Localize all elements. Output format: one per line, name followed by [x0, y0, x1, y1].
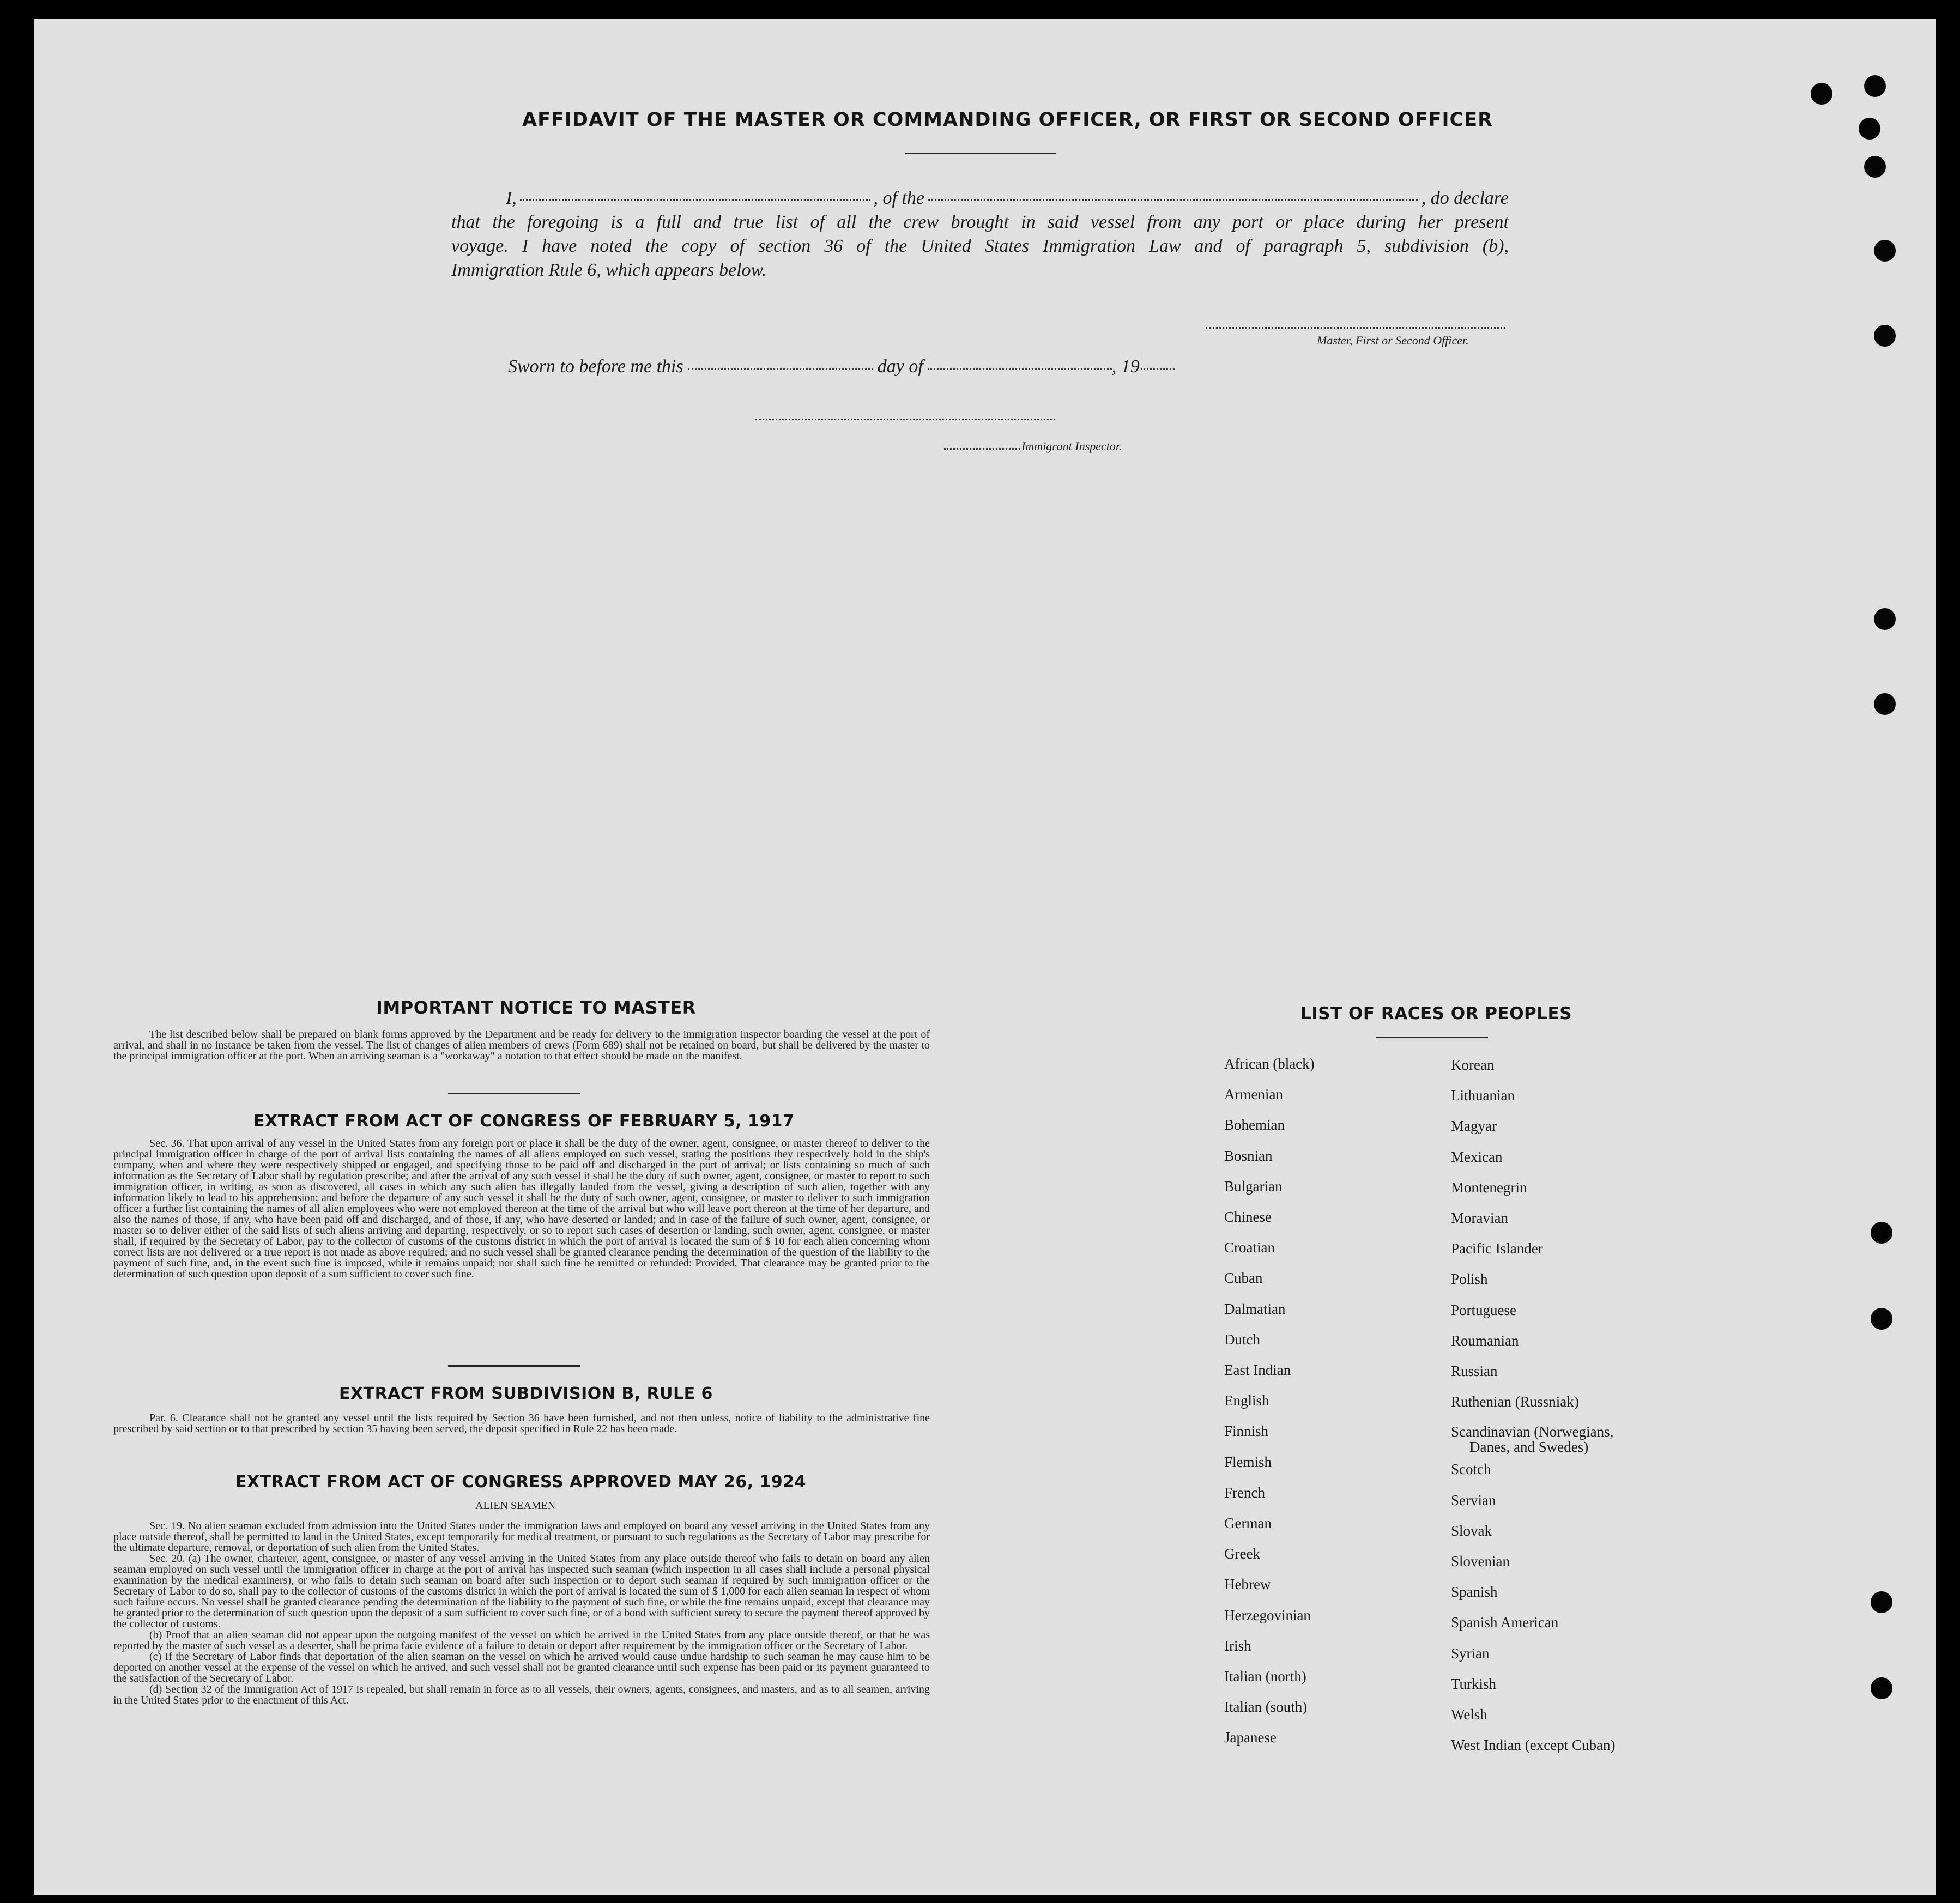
- race-item: Flemish: [1224, 1453, 1272, 1470]
- affidavit-line2: that the foregoing is a full and true list of all the crew brought in said vessel from any port or place during her present: [451, 212, 1509, 232]
- race-item: Croatian: [1224, 1239, 1275, 1256]
- sworn-prefix: Sworn to before me this: [508, 356, 683, 377]
- master-label: Master, First or Second Officer.: [1317, 334, 1469, 347]
- race-item: Korean: [1451, 1057, 1495, 1073]
- extract-1917-title: EXTRACT FROM ACT OF CONGRESS OF FEBRUARY 5, 1917: [253, 1112, 795, 1131]
- race-item: Hebrew: [1224, 1576, 1271, 1593]
- punch-hole: [1871, 1591, 1892, 1613]
- race-item: Turkish: [1451, 1675, 1497, 1692]
- race-item: Spanish American: [1451, 1614, 1559, 1631]
- extract-1924-paragraph: (d) Section 32 of the Immigration Act of 1917 is repealed, but shall remain in force as to all vessels, their owners, agents, consignees, and masters, and as to all seamen, arriving in the United States prior to the enactment of this Act.: [113, 1683, 930, 1706]
- race-item: Mexican: [1451, 1148, 1503, 1165]
- extract-rule6-text: [113, 1413, 930, 1434]
- race-item: French: [1224, 1484, 1265, 1501]
- inspector-prefix-field[interactable]: [944, 448, 1020, 450]
- extract-1924-subtitle: ALIEN SEAMEN: [475, 1500, 556, 1512]
- sworn-year-field[interactable]: [1141, 368, 1175, 370]
- sworn-day-field[interactable]: [688, 368, 873, 370]
- races-column-2: [1451, 1050, 1615, 1760]
- race-item: Dutch: [1224, 1331, 1260, 1348]
- race-item: East Indian: [1224, 1362, 1291, 1379]
- inspector-label: Immigrant Inspector.: [1021, 439, 1122, 453]
- race-item: Slovenian: [1451, 1553, 1510, 1570]
- race-item: Welsh: [1451, 1706, 1487, 1723]
- punch-hole: [1859, 118, 1880, 140]
- affidavit-line3: voyage. I have noted the copy of section 36 of the United States Immigration Law and of paragraph 5, subdivision (b),: [451, 236, 1509, 256]
- punch-hole: [1874, 240, 1896, 262]
- race-item: Slovak: [1451, 1522, 1492, 1539]
- extract-1924-paragraph: (b) Proof that an alien seaman did not appear upon the outgoing manifest of the vessel on which he arrived in the United States from any place outside thereof, or that he was reported by the master of such vessel as a deserter, shall be prima facie evidence of a failure to detain or deport after requirement by the immigration officer or the Secretary of Labor.: [113, 1629, 930, 1652]
- affidavit-line4: Immigration Rule 6, which appears below.: [451, 260, 767, 280]
- race-item: Magyar: [1451, 1118, 1497, 1135]
- race-item: German: [1224, 1515, 1272, 1532]
- race-item: Lithuanian: [1451, 1087, 1515, 1104]
- pronoun-text: I,: [506, 188, 517, 208]
- punch-hole: [1811, 83, 1832, 105]
- name-field[interactable]: [520, 199, 870, 201]
- notice-text: [113, 1029, 930, 1062]
- race-item: Italian (south): [1224, 1699, 1308, 1716]
- race-item: Irish: [1224, 1637, 1251, 1654]
- master-signature-field[interactable]: [1206, 327, 1505, 329]
- sworn-year-prefix: , 19: [1111, 356, 1140, 377]
- races-title: LIST OF RACES OR PEOPLES: [1300, 1004, 1572, 1023]
- race-item: Italian (north): [1224, 1668, 1306, 1685]
- race-item: Greek: [1224, 1546, 1260, 1562]
- race-item: Syrian: [1451, 1645, 1490, 1662]
- race-item: Moravian: [1451, 1210, 1508, 1227]
- race-item: Montenegrin: [1451, 1179, 1527, 1196]
- race-item: Danes, and Swedes): [1469, 1439, 1589, 1456]
- extract-1924-text: [113, 1520, 930, 1706]
- race-item: Servian: [1451, 1492, 1496, 1508]
- affidavit-title: AFFIDAVIT OF THE MASTER OR COMMANDING OFFICER, OR FIRST OR SECOND OFFICER: [522, 109, 1493, 131]
- extract-1924-title: EXTRACT FROM ACT OF CONGRESS APPROVED MAY 26, 1924: [235, 1472, 806, 1492]
- race-item: Chinese: [1224, 1209, 1272, 1226]
- inspector-signature-field[interactable]: [755, 419, 1055, 420]
- race-item: Finnish: [1224, 1423, 1269, 1440]
- sworn-month-field[interactable]: [928, 368, 1112, 370]
- race-item: Dalmatian: [1224, 1300, 1286, 1317]
- notice-paragraph: The list described below shall be prepared on blank forms approved by the Department and be ready for delivery to the immigration inspector boarding the vessel at the port of arrival, and shall in no instance be taken from the vessel. The list of changes of alien members of crews (Form 689) shall not be retained on board, but shall be delivered by the master to the principal immigration officer at the port. When an arriving seaman is a "workaway" a notation to that effect should be made on the manifest.: [113, 1028, 930, 1062]
- notice-rule: [448, 1093, 580, 1094]
- vessel-field[interactable]: [928, 199, 1418, 201]
- race-item: Polish: [1451, 1271, 1488, 1288]
- race-item: Bulgarian: [1224, 1178, 1283, 1195]
- punch-hole: [1864, 156, 1886, 178]
- extract-rule6-title: EXTRACT FROM SUBDIVISION B, RULE 6: [339, 1384, 713, 1403]
- punch-hole: [1864, 75, 1886, 97]
- extract-1917-text: [113, 1138, 930, 1280]
- affidavit-body: [451, 186, 1509, 282]
- extract-1917-paragraph: Sec. 36. That upon arrival of any vessel in the United States from any foreign port or place it shall be the duty of the owner, agent, consignee, or master thereof to deliver to the principal immigration officer in charge of the port of arrival lists containing the names of all aliens employed on such vessel, stating the positions they respectively hold in the ship's company, when and where they were respectively shipped or engaged, and specifying those to be paid off and discharged in the port of arrival; or lists containing so much of such information as the Secretary of Labor shall by regulation prescribe; and after the arrival of any such vessel it shall be the duty of such owner, agent, consignee, or master to report to such immigration officer, in writing, as soon as discovered, all cases in which any such alien has illegally landed from the vessel, giving a description of such alien, together with any information likely to lead to his apprehension; and before the departure of any such vessel it shall be the duty of such owner, agent, consignee, or master to deliver to such immigration officer a further list containing the names of all alien employees who were not employed thereon at the time of the arrival but who will leave port thereon at the time of her departure, and also the names of those, if any, who have been paid off and discharged, and of those, if any, who have deserted or landed; and in case of the failure of such owner, agent, consignee, or master so to deliver either of the said lists of such aliens arriving and departing, respectively, or so to report such cases of desertion or landing, such owner, agent, consignee, or master shall, if required by the Secretary of Labor, pay to the collector of customs of the customs district in which the port of arrival is located the sum of $ 10 for each alien concerning whom correct lists are not delivered or a true report is not made as above required; and no such vessel shall be granted clearance pending the determination of the question of the liability to the payment of such fine, and, in the event such fine is imposed, while it remains unpaid; nor shall such fine be remitted or refunded: Provided, That clearance may be granted prior to the determination of such question upon deposit of a sum sufficient to cover such fine.: [113, 1137, 930, 1280]
- extract-1924-paragraph: Sec. 19. No alien seaman excluded from admission into the United States under the immigration laws and employed on board any vessel arriving in the United States from any place outside thereof, shall be permitted to land in the United States, except temporarily for medical treatment, or pursuant to such regulations as the Secretary of Labor may prescribe for the ultimate departure, removal, or deportation of such alien from the United States.: [113, 1520, 930, 1554]
- declare-text: , do declare: [1421, 188, 1509, 208]
- punch-hole: [1874, 325, 1896, 347]
- race-item: Russian: [1451, 1363, 1498, 1380]
- sworn-day-of: day of: [877, 356, 923, 377]
- race-item: Ruthenian (Russniak): [1451, 1393, 1579, 1410]
- race-item: Scotch: [1451, 1461, 1491, 1478]
- notice-title: IMPORTANT NOTICE TO MASTER: [376, 997, 696, 1018]
- race-item: Cuban: [1224, 1270, 1263, 1287]
- punch-hole: [1874, 693, 1896, 715]
- punch-hole: [1871, 1308, 1892, 1330]
- of-the-text: , of the: [873, 188, 925, 208]
- extract-1917-rule: [448, 1365, 580, 1367]
- race-item: Portuguese: [1451, 1301, 1516, 1318]
- races-title-rule: [1376, 1037, 1488, 1038]
- sworn-line: [508, 356, 1179, 377]
- punch-hole: [1871, 1222, 1892, 1244]
- races-column-1: [1224, 1049, 1315, 1753]
- punch-hole: [1874, 608, 1896, 630]
- extract-1924-paragraph: (c) If the Secretary of Labor finds that deportation of the alien seaman on the vessel on which he arrived would cause undue hardship to such seaman he may cause him to be deported on another vessel at the expense of the vessel on which he arrived, and such vessel shall not be granted clearance until such expense has been paid or its payment guaranteed to the satisfaction of the Secretary of Labor.: [113, 1651, 930, 1684]
- race-item: African (black): [1224, 1056, 1315, 1072]
- race-item: Herzegovinian: [1224, 1607, 1311, 1623]
- race-item: Scandinavian (Norwegians,: [1451, 1423, 1614, 1440]
- race-item: Japanese: [1224, 1729, 1277, 1746]
- extract-rule6-paragraph: Par. 6. Clearance shall not be granted any vessel until the lists required by Section 36 have been furnished, and not then unless, notice of liability to the administrative fine prescribed by said section or to that prescribed by section 35 having been served, the deposit specified in Rule 22 has been made.: [113, 1412, 930, 1435]
- extract-1924-paragraph: Sec. 20. (a) The owner, charterer, agent, consignee, or master of any vessel arriving in the United States from any place outside thereof who fails to detain on board any alien seaman employed on such vessel until the immigration officer in charge at the port of arrival has inspected such seaman (which inspection in all cases shall include a personal physical examination by the medical examiners), or who fails to detain such seaman on board after such inspection or to deport such seaman if required by such immigration officer or the Secretary of Labor to do so, shall pay to the collector of customs of the customs district in which the port of arrival is located the sum of $ 1,000 for each alien seaman in respect of whom such failure occurs. No vessel shall be granted clearance pending the determination of the liability to the payment of such fine, or while the fine remains unpaid, except that clearance may be granted prior to the determination of such question upon the deposit of a sum sufficient to cover such fine, or of a bond with sufficient surety to secure the payment thereof approved by the collector of customs.: [113, 1553, 930, 1630]
- race-item: Bohemian: [1224, 1117, 1285, 1134]
- race-item: Armenian: [1224, 1086, 1283, 1103]
- race-item: Roumanian: [1451, 1332, 1519, 1349]
- punch-hole: [1871, 1677, 1892, 1699]
- affidavit-line1: [451, 186, 1509, 210]
- affidavit-title-rule: [905, 153, 1056, 154]
- race-item: English: [1224, 1392, 1269, 1409]
- race-item: Pacific Islander: [1451, 1240, 1543, 1257]
- race-item: Spanish: [1451, 1584, 1498, 1601]
- race-item: West Indian (except Cuban): [1451, 1737, 1616, 1754]
- race-item: Bosnian: [1224, 1147, 1273, 1164]
